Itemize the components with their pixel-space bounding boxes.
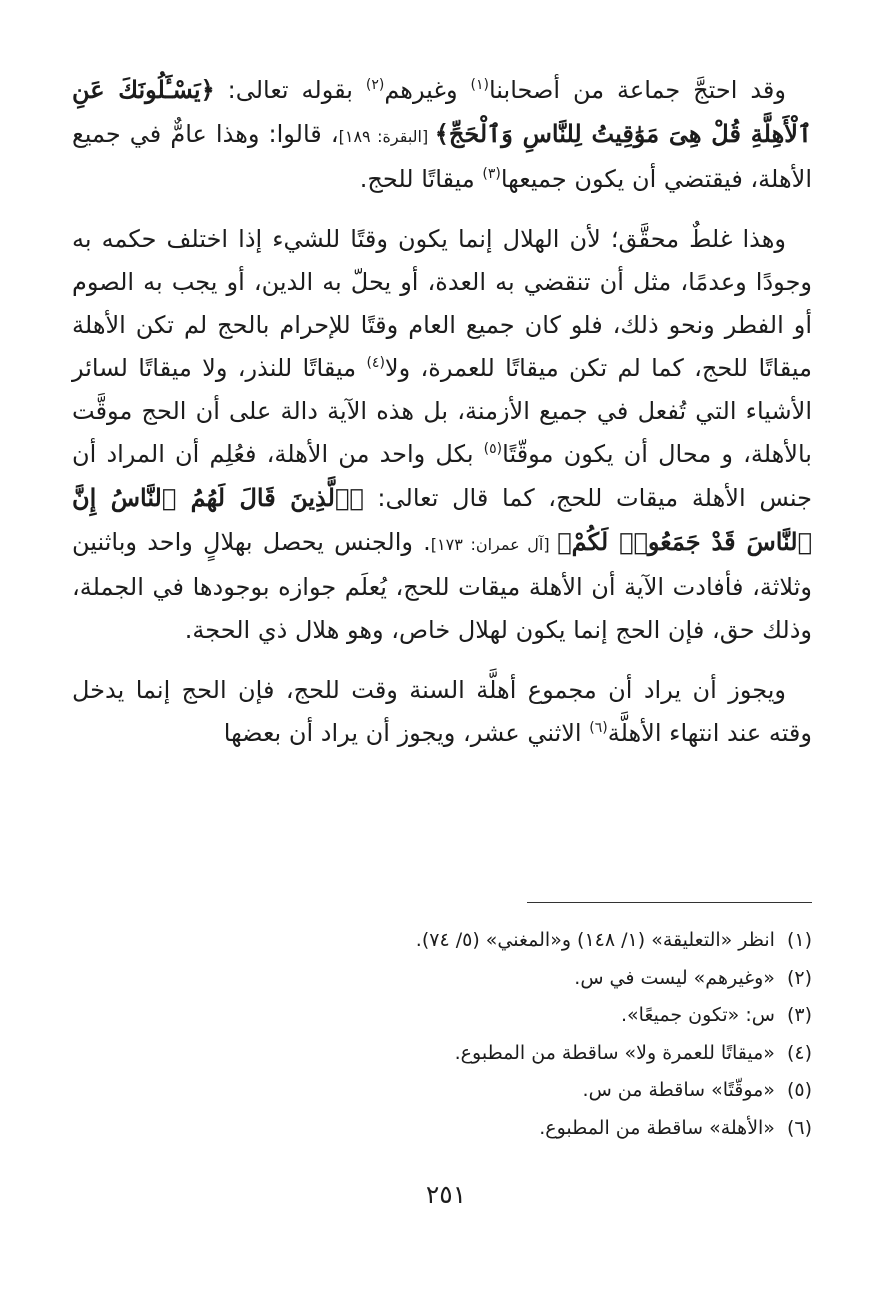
footnote-text: «الأهلة» ساقطة من المطبوع. (539, 1116, 775, 1139)
text-span: ميقاتًا للنذر، ولا ميقاتًا لسائر الأشياء التي تُفعل في جميع الأزمنة، بل هذه الآية دالة على أن الحج موقَّت بالأهلة، و محال أن يكون موقّتًا (72, 354, 812, 468)
footnote-text: س: «تكون جميعًا». (621, 1004, 775, 1026)
quran-verse: ﴿ٱلَّذِينَ قَالَ لَهُمُ ٱلنَّاسُ إِنَّ ٱلنَّاسَ قَدْ جَمَعُوا۟ لَكُمْ﴾ (72, 483, 813, 556)
text-span: بكل واحد من الأهلة، فعُلِم أن المراد أن جنس الأهلة ميقات للحج، كما قال تعالى: (72, 440, 813, 512)
page-number: ٢٥١ (425, 1180, 467, 1209)
text-span: وهذا غلطٌ محقَّق؛ لأن الهلال إنما يكون وقتًا للشيء إذا اختلف حكمه به وجودًا وعدمًا، مثل أن تنقضي به العدة، أو يحلّ به الدين، أو يجب به الصوم أو الفطر ونحو ذلك، فلو كان جميع العام وقتًا للإحرام بالحج لم تكن الأهلة ميقاتًا للحج، كما لم تكن ميقاتًا للعمرة، ولا (72, 225, 812, 382)
verse-reference: [آل عمران: ١٧٣] (430, 535, 558, 554)
footnote-text: انظر «التعليقة» (١/ ١٤٨) و«المغني» (٥/ ٧٤). (415, 929, 775, 951)
footnote-item (112, 1110, 812, 1148)
footnote-number: (١) (786, 929, 812, 951)
verse-reference: [البقرة: ١٨٩] (338, 127, 435, 146)
footnote-number: (٥) (786, 1079, 812, 1101)
footnote-marker-3[interactable]: (٣) (482, 166, 501, 182)
text-span: وقد احتجَّ جماعة من أصحابنا (488, 76, 786, 104)
footnote-marker-5[interactable]: (٥) (483, 441, 503, 457)
footnote-item (112, 960, 812, 998)
text-span: بقوله تعالى: (214, 76, 366, 104)
footnote-marker-4[interactable]: (٤) (366, 355, 385, 371)
footnote-marker-1[interactable]: (١) (470, 77, 489, 93)
footnote-item (112, 1035, 812, 1073)
text-span: ، قالوا: وهذا عامٌّ في جميع الأهلة، فيقتضي أن يكون جميعها (72, 120, 812, 193)
text-span: الاثني عشر، ويجوز أن يراد أن بعضها (223, 719, 590, 747)
paragraph-3 (72, 669, 812, 755)
footnote-number: (٢) (786, 966, 812, 989)
footnote-divider (527, 902, 812, 903)
footnote-marker-2[interactable]: (٢) (365, 77, 385, 93)
text-span: وغيرهم (384, 76, 471, 104)
footnote-text: «وغيرهم» ليست في س. (574, 966, 775, 989)
footnote-text: «ميقاتًا للعمرة ولا» ساقطة من المطبوع. (454, 1041, 775, 1064)
paragraph-1 (72, 68, 812, 201)
footnote-number: (٤) (786, 1041, 812, 1064)
paragraph-2 (72, 218, 812, 652)
footnote-number: (٣) (786, 1004, 812, 1026)
footnote-item (112, 922, 812, 960)
text-span: ويجوز أن يراد أن مجموع أهلَّة السنة وقت للحج، فإن الحج إنما يدخل وقته عند انتهاء الأهلَّة (72, 676, 812, 747)
footnote-number: (٦) (786, 1116, 812, 1139)
footnote-text: «موقّتًا» ساقطة من س. (582, 1079, 775, 1101)
text-span: . والجنس يحصل بهلالٍ واحد وباثنين وثلاثة، فأفادت الآية أن الأهلة ميقات للحج، يُعلَم جوازه بوجودها في الجملة، وذلك حق، فإن الحج إنما يكون لهلال خاص، وهو هلال ذي الحجة. (72, 528, 812, 644)
footnote-item (112, 997, 812, 1035)
footnotes-list (112, 922, 812, 1147)
footnote-marker-6[interactable]: (٦) (589, 720, 608, 736)
quran-verse: ﴿يَسْـَٔلُونَكَ عَنِ ٱلْأَهِلَّةِ قُلْ هِىَ مَوَٰقِيتُ لِلنَّاسِ وَٱلْحَجِّ﴾ (72, 75, 812, 148)
main-text (72, 68, 812, 755)
footnote-item (112, 1072, 812, 1110)
text-span: ميقاتًا للحج. (359, 165, 483, 193)
